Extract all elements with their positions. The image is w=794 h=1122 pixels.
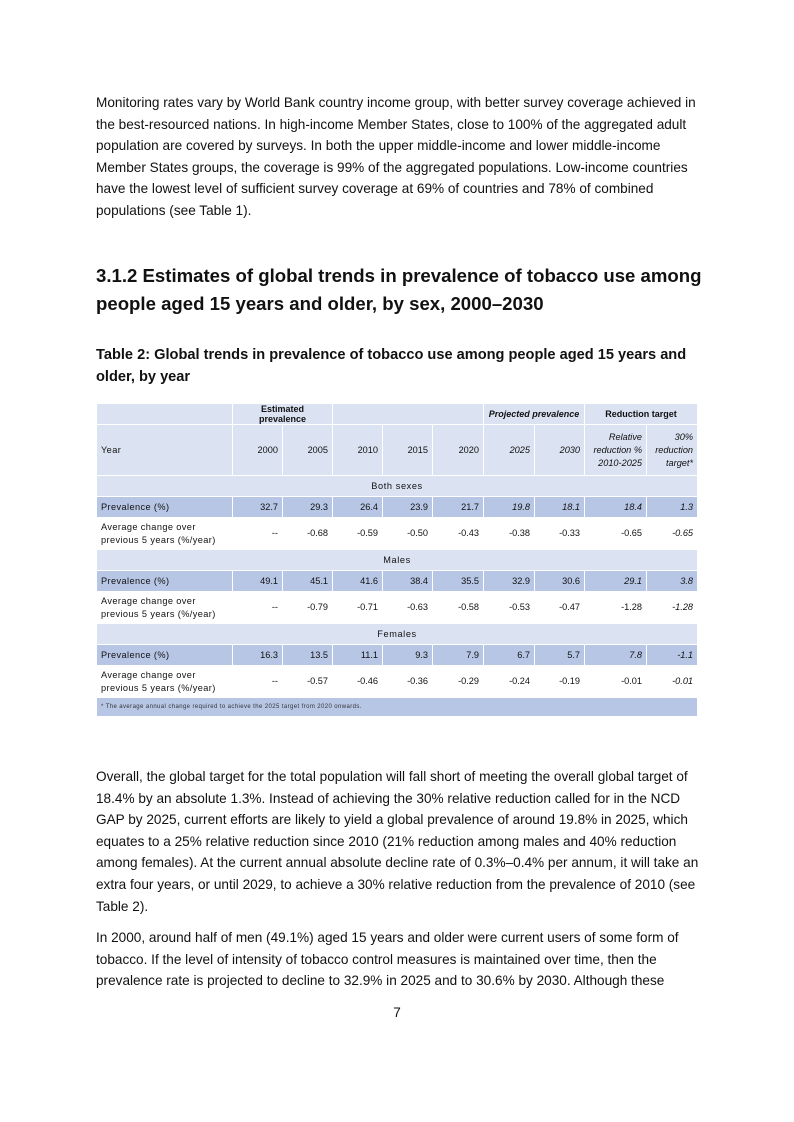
row-label: Average change over previous 5 years (%/year) — [97, 518, 233, 550]
summary-paragraph: Overall, the global target for the total population will fall short of meeting the overall global target of 18.4% by an absolute 1.3%. Instead of achieving the 30% relative reduction called for in the NCD GAP by 2025, current efforts are likely to yield a global prevalence of around 19.8% in 2025, which equates to a 25% relative reduction since 2010 (21% reduction among males and 40% reduction among females). At the current annual absolute decline rate of 0.3%–0.4% per annum, it will take an extra four years, or until 2029, to achieve a 30% relative reduction from the prevalence of 2010 (see Table 2). — [96, 769, 699, 914]
page-number: 7 — [393, 1005, 401, 1020]
cell: 6.7 — [484, 645, 535, 666]
cell: 18.1 — [535, 497, 585, 518]
cell: -0.29 — [433, 666, 484, 698]
cell: -0.36 — [383, 666, 433, 698]
year-2025-header: 2025 — [484, 425, 535, 476]
year-2030-header: 2030 — [535, 425, 585, 476]
cell: 3.8 — [647, 571, 698, 592]
cell: 18.4 — [585, 497, 647, 518]
cell: -- — [233, 518, 283, 550]
cell: -0.46 — [333, 666, 383, 698]
group-reduction-header: Reduction target — [585, 404, 698, 425]
prevalence-table — [96, 403, 698, 717]
cell: 35.5 — [433, 571, 484, 592]
cell: 19.8 — [484, 497, 535, 518]
cell: -0.33 — [535, 518, 585, 550]
row-label: Prevalence (%) — [97, 645, 233, 666]
relative-reduction-header: Relative reduction % 2010-2025 — [585, 425, 647, 476]
cell: 29.1 — [585, 571, 647, 592]
row-label: Prevalence (%) — [97, 571, 233, 592]
cell: 41.6 — [333, 571, 383, 592]
table-footnote: * The average annual change required to achieve the 2025 target from 2020 onwards. — [97, 698, 698, 717]
header-blank — [97, 404, 233, 425]
cell: -- — [233, 592, 283, 624]
table-row — [97, 666, 698, 698]
cell: -0.79 — [283, 592, 333, 624]
section-title-both-sexes: Both sexes — [97, 476, 698, 497]
year-header: Year — [97, 425, 233, 476]
cell: -1.28 — [647, 592, 698, 624]
table-row — [97, 592, 698, 624]
group-projected-header: Projected prevalence — [484, 404, 585, 425]
cell: -0.58 — [433, 592, 484, 624]
cell: -0.19 — [535, 666, 585, 698]
row-label: Average change over previous 5 years (%/year) — [97, 592, 233, 624]
cell: 1.3 — [647, 497, 698, 518]
cell: -0.43 — [433, 518, 484, 550]
cell: -0.57 — [283, 666, 333, 698]
cell: -0.65 — [647, 518, 698, 550]
men-paragraph: In 2000, around half of men (49.1%) aged 15 years and older were current users of some form of tobacco. If the level of intensity of tobacco control measures is maintained over time, then the prevalence rate is projected to decline to 32.9% in 2025 and to 30.6% by 2030. Although these — [96, 930, 679, 989]
header-blank — [333, 404, 484, 425]
cell: -0.59 — [333, 518, 383, 550]
cell: -0.01 — [647, 666, 698, 698]
cell: -0.47 — [535, 592, 585, 624]
cell: 11.1 — [333, 645, 383, 666]
cell: 7.8 — [585, 645, 647, 666]
year-2005-header: 2005 — [283, 425, 333, 476]
cell: -0.71 — [333, 592, 383, 624]
cell: -1.28 — [585, 592, 647, 624]
cell: -1.1 — [647, 645, 698, 666]
section-heading: 3.1.2 Estimates of global trends in prevalence of tobacco use among people aged 15 years and older, by sex, 2000–2030 — [96, 265, 702, 314]
cell: 32.9 — [484, 571, 535, 592]
cell: 7.9 — [433, 645, 484, 666]
cell: -0.38 — [484, 518, 535, 550]
target-header: 30% reduction target* — [647, 425, 698, 476]
cell: -0.50 — [383, 518, 433, 550]
cell: 32.7 — [233, 497, 283, 518]
table-row — [97, 518, 698, 550]
cell: 16.3 — [233, 645, 283, 666]
row-label: Average change over previous 5 years (%/year) — [97, 666, 233, 698]
cell: 23.9 — [383, 497, 433, 518]
cell: -0.63 — [383, 592, 433, 624]
section-title-females: Females — [97, 624, 698, 645]
cell: -- — [233, 666, 283, 698]
table-caption: Table 2: Global trends in prevalence of tobacco use among people aged 15 years and older, by year — [96, 347, 687, 385]
cell: -0.53 — [484, 592, 535, 624]
cell: 9.3 — [383, 645, 433, 666]
intro-paragraph: Monitoring rates vary by World Bank country income group, with better survey coverage achieved in the best-resourced nations. In high-income Member States, close to 100% of the aggregated adult population are covered by surveys. In both the upper middle-income and lower middle-income Member States groups, the coverage is 99% of the aggregated populations. Low-income countries have the lowest level of sufficient survey coverage at 69% of countries and 78% of combined populations (see Table 1). — [96, 95, 696, 218]
cell: -0.24 — [484, 666, 535, 698]
year-2015-header: 2015 — [383, 425, 433, 476]
cell: 45.1 — [283, 571, 333, 592]
cell: -0.68 — [283, 518, 333, 550]
section-title-males: Males — [97, 550, 698, 571]
cell: 26.4 — [333, 497, 383, 518]
cell: 5.7 — [535, 645, 585, 666]
year-2000-header: 2000 — [233, 425, 283, 476]
group-estimated-header: Estimated prevalence — [233, 404, 333, 425]
row-label: Prevalence (%) — [97, 497, 233, 518]
table-row — [97, 645, 698, 666]
year-2010-header: 2010 — [333, 425, 383, 476]
table-row — [97, 497, 698, 518]
cell: 13.5 — [283, 645, 333, 666]
table-row — [97, 571, 698, 592]
cell: 30.6 — [535, 571, 585, 592]
cell: -0.01 — [585, 666, 647, 698]
cell: 49.1 — [233, 571, 283, 592]
cell: 38.4 — [383, 571, 433, 592]
cell: -0.65 — [585, 518, 647, 550]
cell: 29.3 — [283, 497, 333, 518]
year-2020-header: 2020 — [433, 425, 484, 476]
cell: 21.7 — [433, 497, 484, 518]
